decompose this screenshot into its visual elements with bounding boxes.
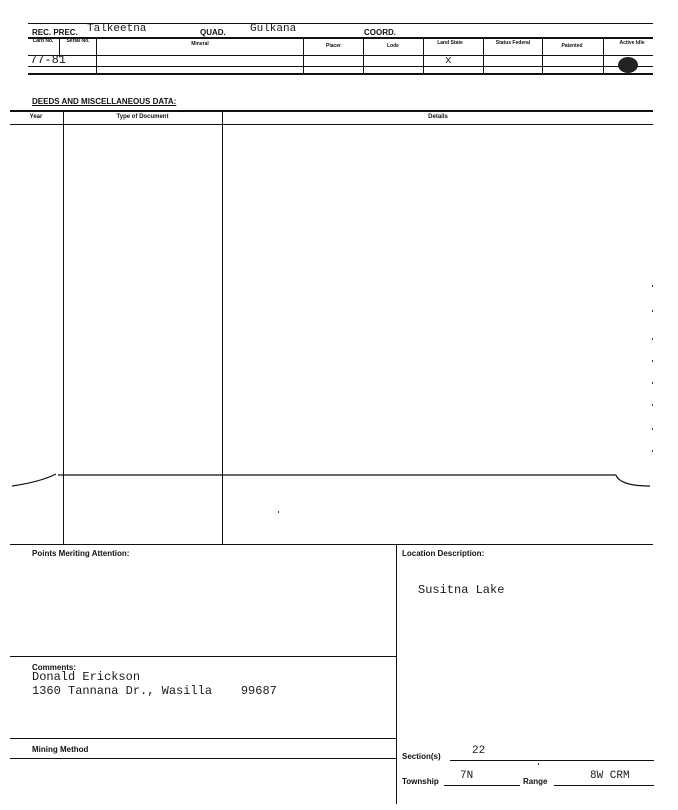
deeds-col-type: Type of Document bbox=[116, 114, 169, 120]
scan-speck bbox=[652, 360, 653, 362]
col-serial-no: Serial No. bbox=[66, 38, 90, 44]
location-description-label: Location Description: bbox=[402, 549, 485, 558]
header-rule bbox=[28, 37, 653, 39]
scan-speck bbox=[538, 763, 539, 765]
col-divider bbox=[96, 38, 97, 74]
col-active: Active Idle bbox=[619, 40, 645, 46]
col-status-federal: Status Federal bbox=[495, 40, 531, 46]
land-state-value[interactable]: x bbox=[445, 55, 452, 67]
comments-line-2[interactable]: 1360 Tannana Dr., Wasilla 99687 bbox=[32, 684, 277, 698]
table-row-rule bbox=[28, 66, 653, 67]
col-divider bbox=[603, 38, 604, 74]
scan-speck bbox=[652, 382, 653, 384]
deeds-top-rule bbox=[10, 110, 653, 112]
section-value[interactable]: 22 bbox=[472, 745, 486, 757]
lower-section-rule bbox=[10, 544, 653, 545]
points-meriting-attention-label: Points Meriting Attention: bbox=[32, 549, 130, 558]
deeds-col-details: Details bbox=[428, 114, 448, 120]
col-card-no: Card No. bbox=[32, 38, 54, 44]
col-divider bbox=[483, 38, 484, 74]
mining-method-rule bbox=[10, 758, 396, 759]
deeds-col-year: Year bbox=[29, 114, 43, 120]
splice-line bbox=[0, 466, 678, 496]
ink-blot-icon bbox=[618, 57, 638, 73]
rec-prec-value[interactable]: Talkeetna bbox=[87, 23, 147, 35]
col-lode: Lode bbox=[387, 43, 399, 49]
comments-label: Comments: bbox=[32, 663, 77, 672]
deeds-header-rule bbox=[10, 124, 653, 125]
deeds-section-title: DEEDS AND MISCELLANEOUS DATA: bbox=[32, 97, 177, 106]
card-no-value[interactable]: 77-81 bbox=[30, 53, 67, 67]
quad-value[interactable]: Gulkana bbox=[250, 23, 297, 35]
coord-label: COORD. bbox=[364, 28, 396, 37]
section-underline bbox=[450, 760, 654, 761]
rec-prec-label: REC. PREC. bbox=[32, 28, 78, 37]
scan-speck bbox=[652, 285, 653, 287]
col-divider bbox=[423, 38, 424, 74]
col-divider bbox=[363, 38, 364, 74]
mining-method-top-rule bbox=[10, 738, 396, 739]
col-land-state: Land State bbox=[437, 40, 463, 46]
township-label: Township bbox=[402, 777, 439, 786]
location-description-value[interactable]: Susitna Lake bbox=[418, 583, 505, 597]
scan-speck bbox=[652, 428, 653, 430]
scan-speck bbox=[652, 338, 653, 340]
col-placer: Placer bbox=[325, 43, 341, 49]
range-value[interactable]: 8W CRM bbox=[590, 770, 630, 782]
col-mineral: Mineral bbox=[191, 41, 209, 47]
quad-label: QUAD. bbox=[200, 28, 226, 37]
form-top-rule bbox=[28, 23, 653, 24]
township-value[interactable]: 7N bbox=[460, 770, 474, 782]
section-label: Section(s) bbox=[402, 752, 441, 761]
range-underline bbox=[554, 785, 654, 786]
comments-top-rule bbox=[10, 656, 396, 657]
table-bottom-rule bbox=[28, 73, 653, 75]
scan-speck bbox=[278, 511, 279, 513]
col-patented: Patented bbox=[561, 43, 583, 49]
lower-center-divider bbox=[396, 544, 397, 804]
township-underline bbox=[444, 785, 520, 786]
scan-speck bbox=[652, 310, 653, 312]
scan-speck bbox=[652, 450, 653, 452]
scan-speck bbox=[652, 404, 653, 406]
comments-line-1[interactable]: Donald Erickson bbox=[32, 670, 141, 684]
table-header-rule bbox=[28, 55, 653, 56]
col-divider bbox=[542, 38, 543, 74]
col-divider bbox=[303, 38, 304, 74]
range-label: Range bbox=[523, 777, 548, 786]
mining-method-label: Mining Method bbox=[32, 745, 89, 754]
